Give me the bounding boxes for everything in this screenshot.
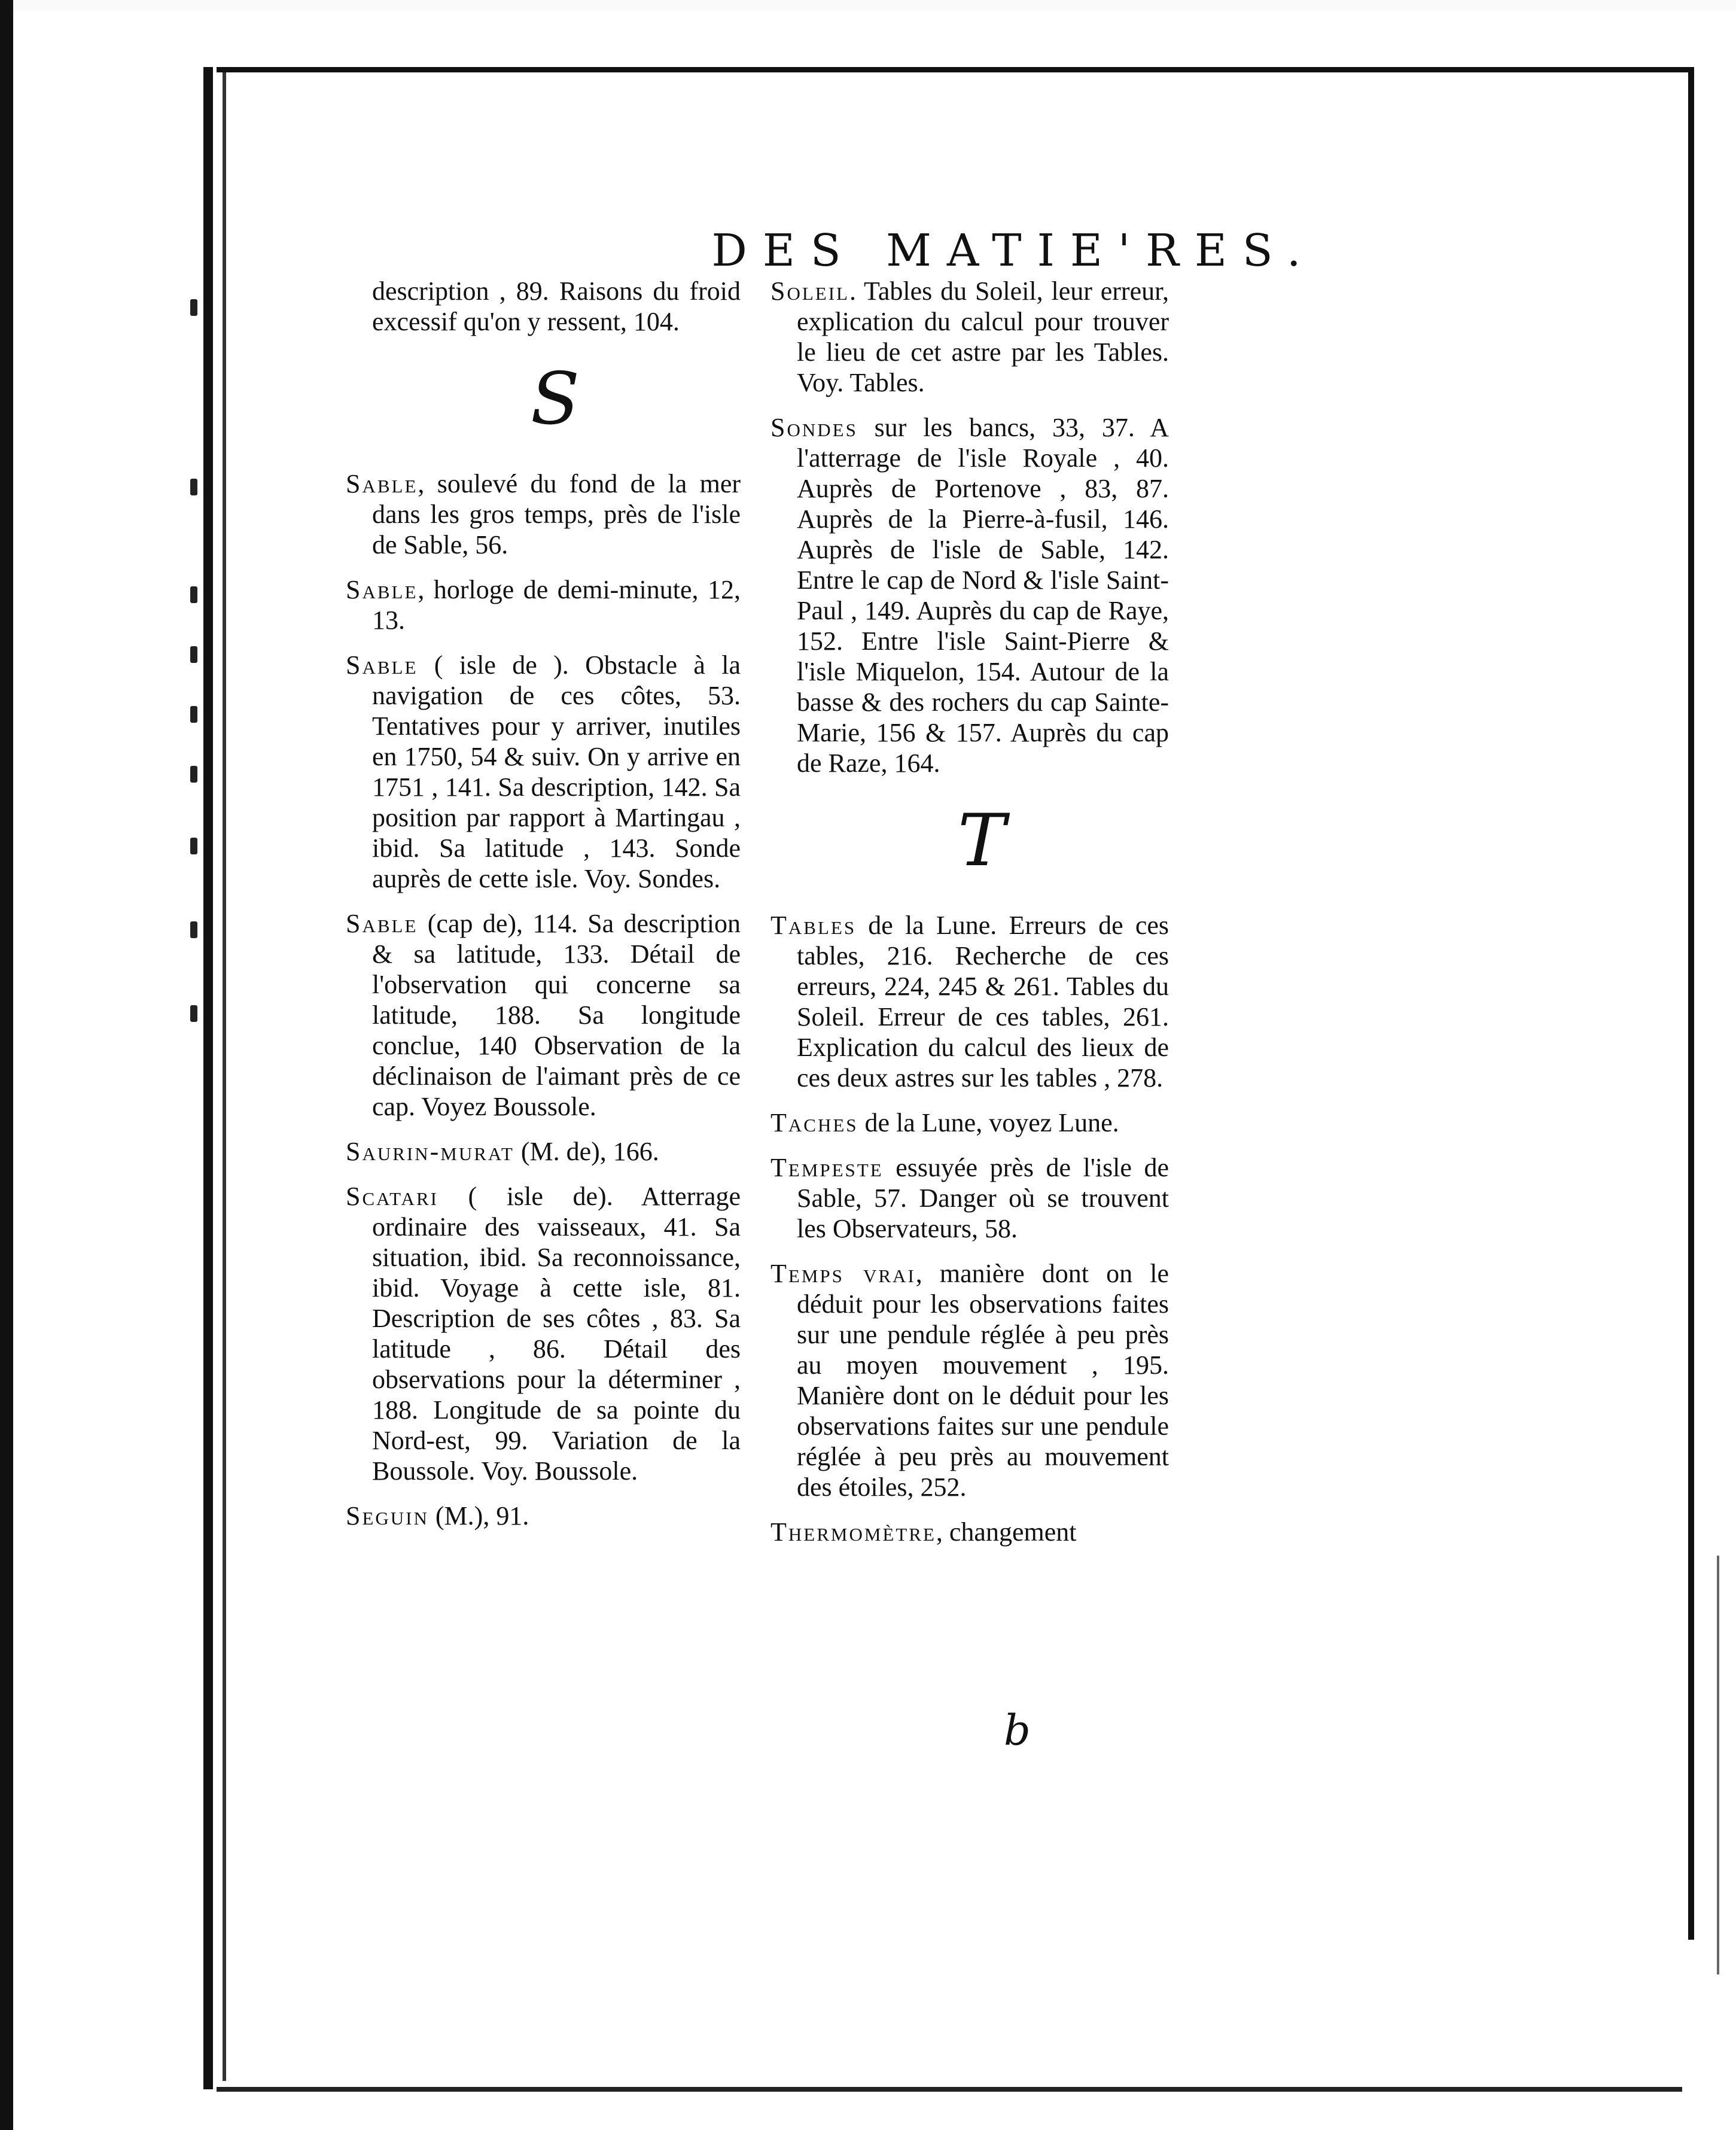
index-entry <box>770 1517 1169 1547</box>
entry-headword: Sable <box>346 909 418 938</box>
section-letter-s: S <box>530 358 580 441</box>
entry-text: ( isle de). Atterrage ordinaire des vaisseaux, 41. Sa situation, ibid. Sa reconnoissance, ibid. Voyage à cette isle, 81. Description de ses côtes , 83. Sa latitude , 86. Détail des observations pour la déterminer , 188. Longitude de sa pointe du Nord-est, 99. Variation de la Boussole. Voy. Boussole. <box>372 1182 741 1486</box>
index-entry <box>346 908 741 1122</box>
entry-headword: Temps vrai <box>770 1259 916 1288</box>
index-entry <box>770 910 1169 1093</box>
scan-right-edge <box>1694 60 1736 2130</box>
index-entry <box>346 1136 741 1167</box>
left-column <box>346 276 741 1545</box>
entry-headword: Sable <box>346 575 418 604</box>
entry-headword: Saurin-murat <box>346 1137 514 1166</box>
index-entry <box>346 1181 741 1486</box>
page-bottom-border <box>217 2087 1682 2092</box>
index-entry <box>346 574 741 635</box>
entry-headword: Scatari <box>346 1182 438 1211</box>
entry-headword: Sable <box>346 650 418 680</box>
entry-text: . Tables du Soleil, leur erreur, explication du calcul pour trouver le lieu de cet astre par les Tables. Voy. Tables. <box>797 276 1169 397</box>
entry-text: ( isle de ). Obstacle à la navigation de ces côtes, 53. Tentatives pour y arriver, inutiles en 1750, 54 & suiv. On y arrive en 1751 , 141. Sa description, 142. Sa position par rapport à Martingau , ibid. Sa latitude , 143. Sonde auprès de cette isle. Voy. Sondes. <box>372 650 741 893</box>
entry-headword: Seguin <box>346 1501 429 1530</box>
scan-right-line <box>1717 1556 1719 1974</box>
entry-text: , horloge de demi-minute, 12, 13. <box>372 575 741 635</box>
index-entry <box>346 468 741 560</box>
continuation-entry: description , 89. Raisons du froid excessif qu'on y ressent, 104. <box>372 276 741 336</box>
entry-text: , changement <box>936 1517 1077 1547</box>
entry-text: de la Lune, voyez Lune. <box>858 1108 1119 1137</box>
entry-headword: Soleil <box>770 276 849 306</box>
entry-headword: Sondes <box>770 413 858 442</box>
entry-text: (M. de), 166. <box>514 1137 659 1166</box>
index-page <box>226 72 1688 2087</box>
entry-headword: Sable <box>346 469 418 498</box>
signature-mark: b <box>1004 1706 1031 1755</box>
entry-text: de la Lune. Erreurs de ces tables, 216. Recherche de ces erreurs, 224, 245 & 261. Tables du Soleil. Erreur de ces tables, 261. Explication du calcul des lieux de ces deux astres sur les tables , 278. <box>797 911 1169 1093</box>
right-column <box>770 276 1169 1562</box>
entry-text: , soulevé du fond de la mer dans les gros temps, près de l'isle de Sable, 56. <box>372 469 741 559</box>
entry-headword: Tempeste <box>770 1153 884 1182</box>
index-entry <box>770 276 1169 398</box>
index-entry <box>346 650 741 894</box>
index-entry <box>346 1501 741 1531</box>
index-entry <box>770 1258 1169 1502</box>
index-entry <box>770 412 1169 778</box>
entry-headword: Tables <box>770 911 857 940</box>
book-gutter <box>203 67 213 2089</box>
scan-left-edge <box>0 0 13 2130</box>
index-entry <box>770 1107 1169 1138</box>
page-title: DES MATIE'RES. <box>711 225 1317 276</box>
entry-text: sur les bancs, 33, 37. A l'atterrage de l'isle Royale , 40. Auprès de Portenove , 83, 87. Auprès de la Pierre-à-fusil, 146. Auprès de l'isle de Sable, 142. Entre le cap de Nord & l'isle Saint-Paul , 149. Auprès du cap de Raye, 152. Entre l'isle Saint-Pierre & l'isle Miquelon, 154. Autour de la basse & des rochers du cap Sainte-Marie, 156 & 157. Auprès du cap de Raze, 164. <box>797 413 1169 778</box>
index-entry <box>770 1152 1169 1244</box>
entry-headword: Thermomètre <box>770 1517 936 1547</box>
section-letter-t: T <box>957 799 1006 883</box>
entry-text: , manière dont on le déduit pour les observations faites sur une pendule réglée à peu près au moyen mouvement , 195. Manière dont on le déduit pour les observations faites sur une pendule réglée à peu près au mouvement des étoiles, 252. <box>797 1259 1169 1502</box>
entry-text: essuyée près de l'isle de Sable, 57. Danger où se trouvent les Observateurs, 58. <box>797 1153 1169 1243</box>
facing-page-margin <box>13 72 203 2082</box>
page-top-border <box>217 67 1694 72</box>
entry-text: (cap de), 114. Sa description & sa latitude, 133. Détail de l'observation qui concerne sa latitude, 188. Sa longitude conclue, 140 Observation de la déclinaison de l'aimant près de ce cap. Voyez Boussole. <box>372 909 741 1121</box>
entry-text: (M.), 91. <box>428 1501 529 1530</box>
entry-headword: Taches <box>770 1108 858 1137</box>
scan-top-edge <box>0 0 1736 11</box>
